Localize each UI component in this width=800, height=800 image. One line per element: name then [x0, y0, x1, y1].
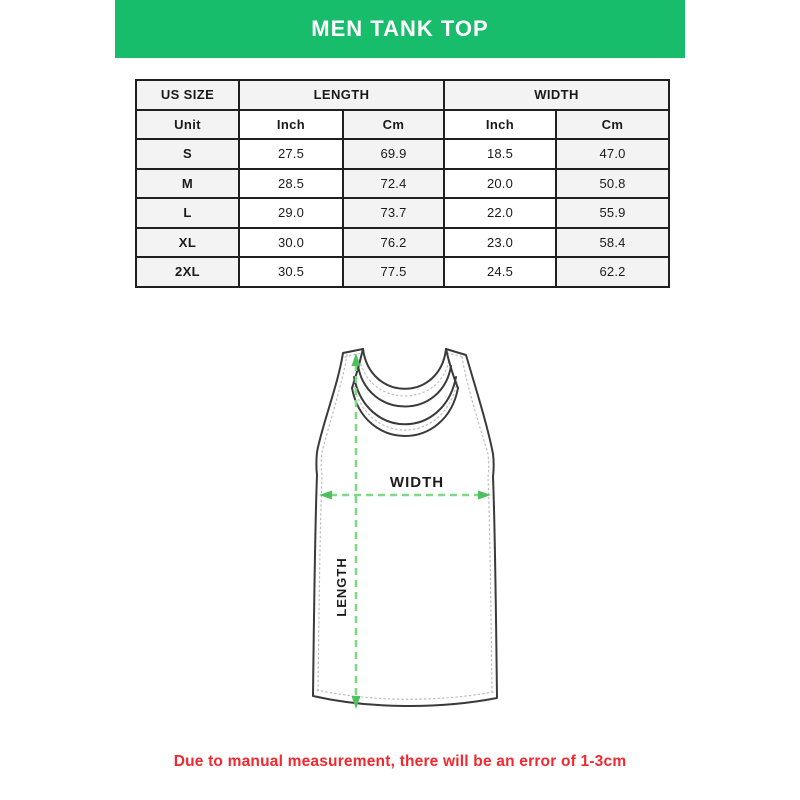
length-cm-cell: 69.9 [343, 139, 444, 169]
tank-top-illustration [300, 340, 510, 715]
length-cm-cell: 72.4 [343, 169, 444, 199]
width-label: WIDTH [389, 474, 445, 491]
length-inch-cell: 28.5 [239, 169, 343, 199]
table-row [136, 228, 669, 258]
tank-top-diagram [300, 340, 510, 715]
table-row [136, 139, 669, 169]
width-cm-cell: 62.2 [556, 257, 669, 287]
col-header-width: WIDTH [444, 80, 669, 110]
width-inch-header: Inch [444, 110, 556, 140]
size-cell: L [136, 198, 239, 228]
size-cell: S [136, 139, 239, 169]
length-cm-cell: 76.2 [343, 228, 444, 258]
width-inch-cell: 20.0 [444, 169, 556, 199]
length-label: LENGTH [334, 557, 349, 617]
measurement-note: Due to manual measurement, there will be an error of 1-3cm [173, 753, 627, 770]
table-row [136, 198, 669, 228]
length-inch-header: Inch [239, 110, 343, 140]
width-cm-cell: 50.8 [556, 169, 669, 199]
width-cm-header: Cm [556, 110, 669, 140]
width-inch-cell: 22.0 [444, 198, 556, 228]
length-inch-cell: 27.5 [239, 139, 343, 169]
col-header-us-size: US SIZE [136, 80, 239, 110]
width-inch-cell: 23.0 [444, 228, 556, 258]
table-unit-row [136, 110, 669, 140]
table-group-header-row [136, 80, 669, 110]
width-inch-cell: 24.5 [444, 257, 556, 287]
length-inch-cell: 29.0 [239, 198, 343, 228]
page-title: MEN TANK TOP [311, 16, 489, 41]
size-cell: 2XL [136, 257, 239, 287]
width-cm-cell: 55.9 [556, 198, 669, 228]
length-cm-header: Cm [343, 110, 444, 140]
width-cm-cell: 47.0 [556, 139, 669, 169]
length-cm-cell: 73.7 [343, 198, 444, 228]
width-cm-cell: 58.4 [556, 228, 669, 258]
length-inch-cell: 30.5 [239, 257, 343, 287]
length-cm-cell: 77.5 [343, 257, 444, 287]
tank-body-fill [313, 349, 497, 706]
table-row [136, 257, 669, 287]
table-row [136, 169, 669, 199]
length-inch-cell: 30.0 [239, 228, 343, 258]
title-bar [115, 0, 685, 58]
unit-label: Unit [136, 110, 239, 140]
size-cell: XL [136, 228, 239, 258]
size-cell: M [136, 169, 239, 199]
size-table [135, 79, 670, 288]
width-inch-cell: 18.5 [444, 139, 556, 169]
col-header-length: LENGTH [239, 80, 444, 110]
